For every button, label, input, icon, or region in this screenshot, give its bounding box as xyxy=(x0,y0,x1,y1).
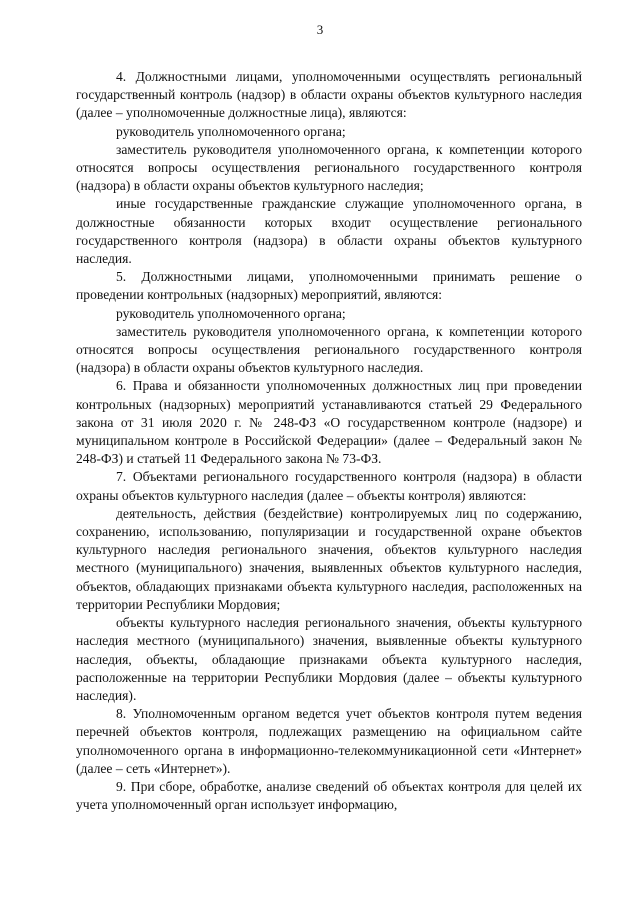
paragraph: заместитель руководителя уполномоченного органа, к компетенции которого относятся вопросы осуществления регионального государственного контроля (надзора) в области охраны объектов культурного наследия; xyxy=(76,141,582,194)
paragraph: 6. Права и обязанности уполномоченных должностных лиц при проведении контрольных (надзорных) мероприятий устанавливаются статьей 29 Федерального закона от 31 июля 2020 г. № 248-ФЗ «О государственном контроле (надзоре) и муниципальном контроле в Российской Федерации» (далее – Федеральный закон № 248-ФЗ) и статьей 11 Федерального закона № 73-ФЗ. xyxy=(76,378,582,467)
paragraph: 5. Должностными лицами, уполномоченными принимать решение о проведении контрольных (надзорных) мероприятий, являются: xyxy=(76,269,582,303)
document-body xyxy=(76,68,582,814)
paragraph: объекты культурного наследия регионального значения, объекты культурного наследия местного (муниципального) значения, выявленные объекты культурного наследия, объекты, обладающие признаками объекта культурного наследия, расположенные на территории Республики Мордовия (далее – объекты культурного наследия). xyxy=(76,615,582,703)
paragraph: 8. Уполномоченным органом ведется учет объектов контроля путем ведения перечней объектов контроля, подлежащих размещению на официальном сайте уполномоченного органа в информационно-телекоммуникационной сети «Интернет» (далее – сеть «Интернет»). xyxy=(76,706,582,776)
paragraph: иные государственные гражданские служащие уполномоченного органа, в должностные обязанности которых входит осуществление регионального государственного контроля (надзора) в области охраны объектов культурного наследия. xyxy=(76,196,582,267)
paragraph: руководитель уполномоченного органа; xyxy=(116,305,346,321)
page-number: 3 xyxy=(316,22,324,37)
paragraph: руководитель уполномоченного органа; xyxy=(116,123,346,139)
paragraph: 7. Объектами регионального государственного контроля (надзора) в области охраны объектов культурного наследия (далее – объекты контроля) являются: xyxy=(76,469,582,503)
paragraph: 4. Должностными лицами, уполномоченными осуществлять региональный государственный контроль (надзор) в области охраны объектов культурного наследия (далее – уполномоченные должностные лица), являются: xyxy=(76,69,582,121)
paragraph: заместитель руководителя уполномоченного органа, к компетенции которого относятся вопросы осуществления регионального государственного контроля (надзора) в области охраны объектов культурного наследия. xyxy=(76,323,582,376)
paragraph: деятельность, действия (бездействие) контролируемых лиц по содержанию, сохранению, использованию, популяризации и государственной охране объектов культурного наследия регионального значения, объектов культурного наследия местного (муниципального) значения, выявленных объектов культурного наследия, объектов, обладающих признаками объекта культурного наследия, расположенных на территории Республики Мордовия; xyxy=(76,505,582,612)
paragraph: 9. При сборе, обработке, анализе сведений об объектах контроля для целей их учета уполномоченный орган использует информацию, xyxy=(76,778,582,813)
